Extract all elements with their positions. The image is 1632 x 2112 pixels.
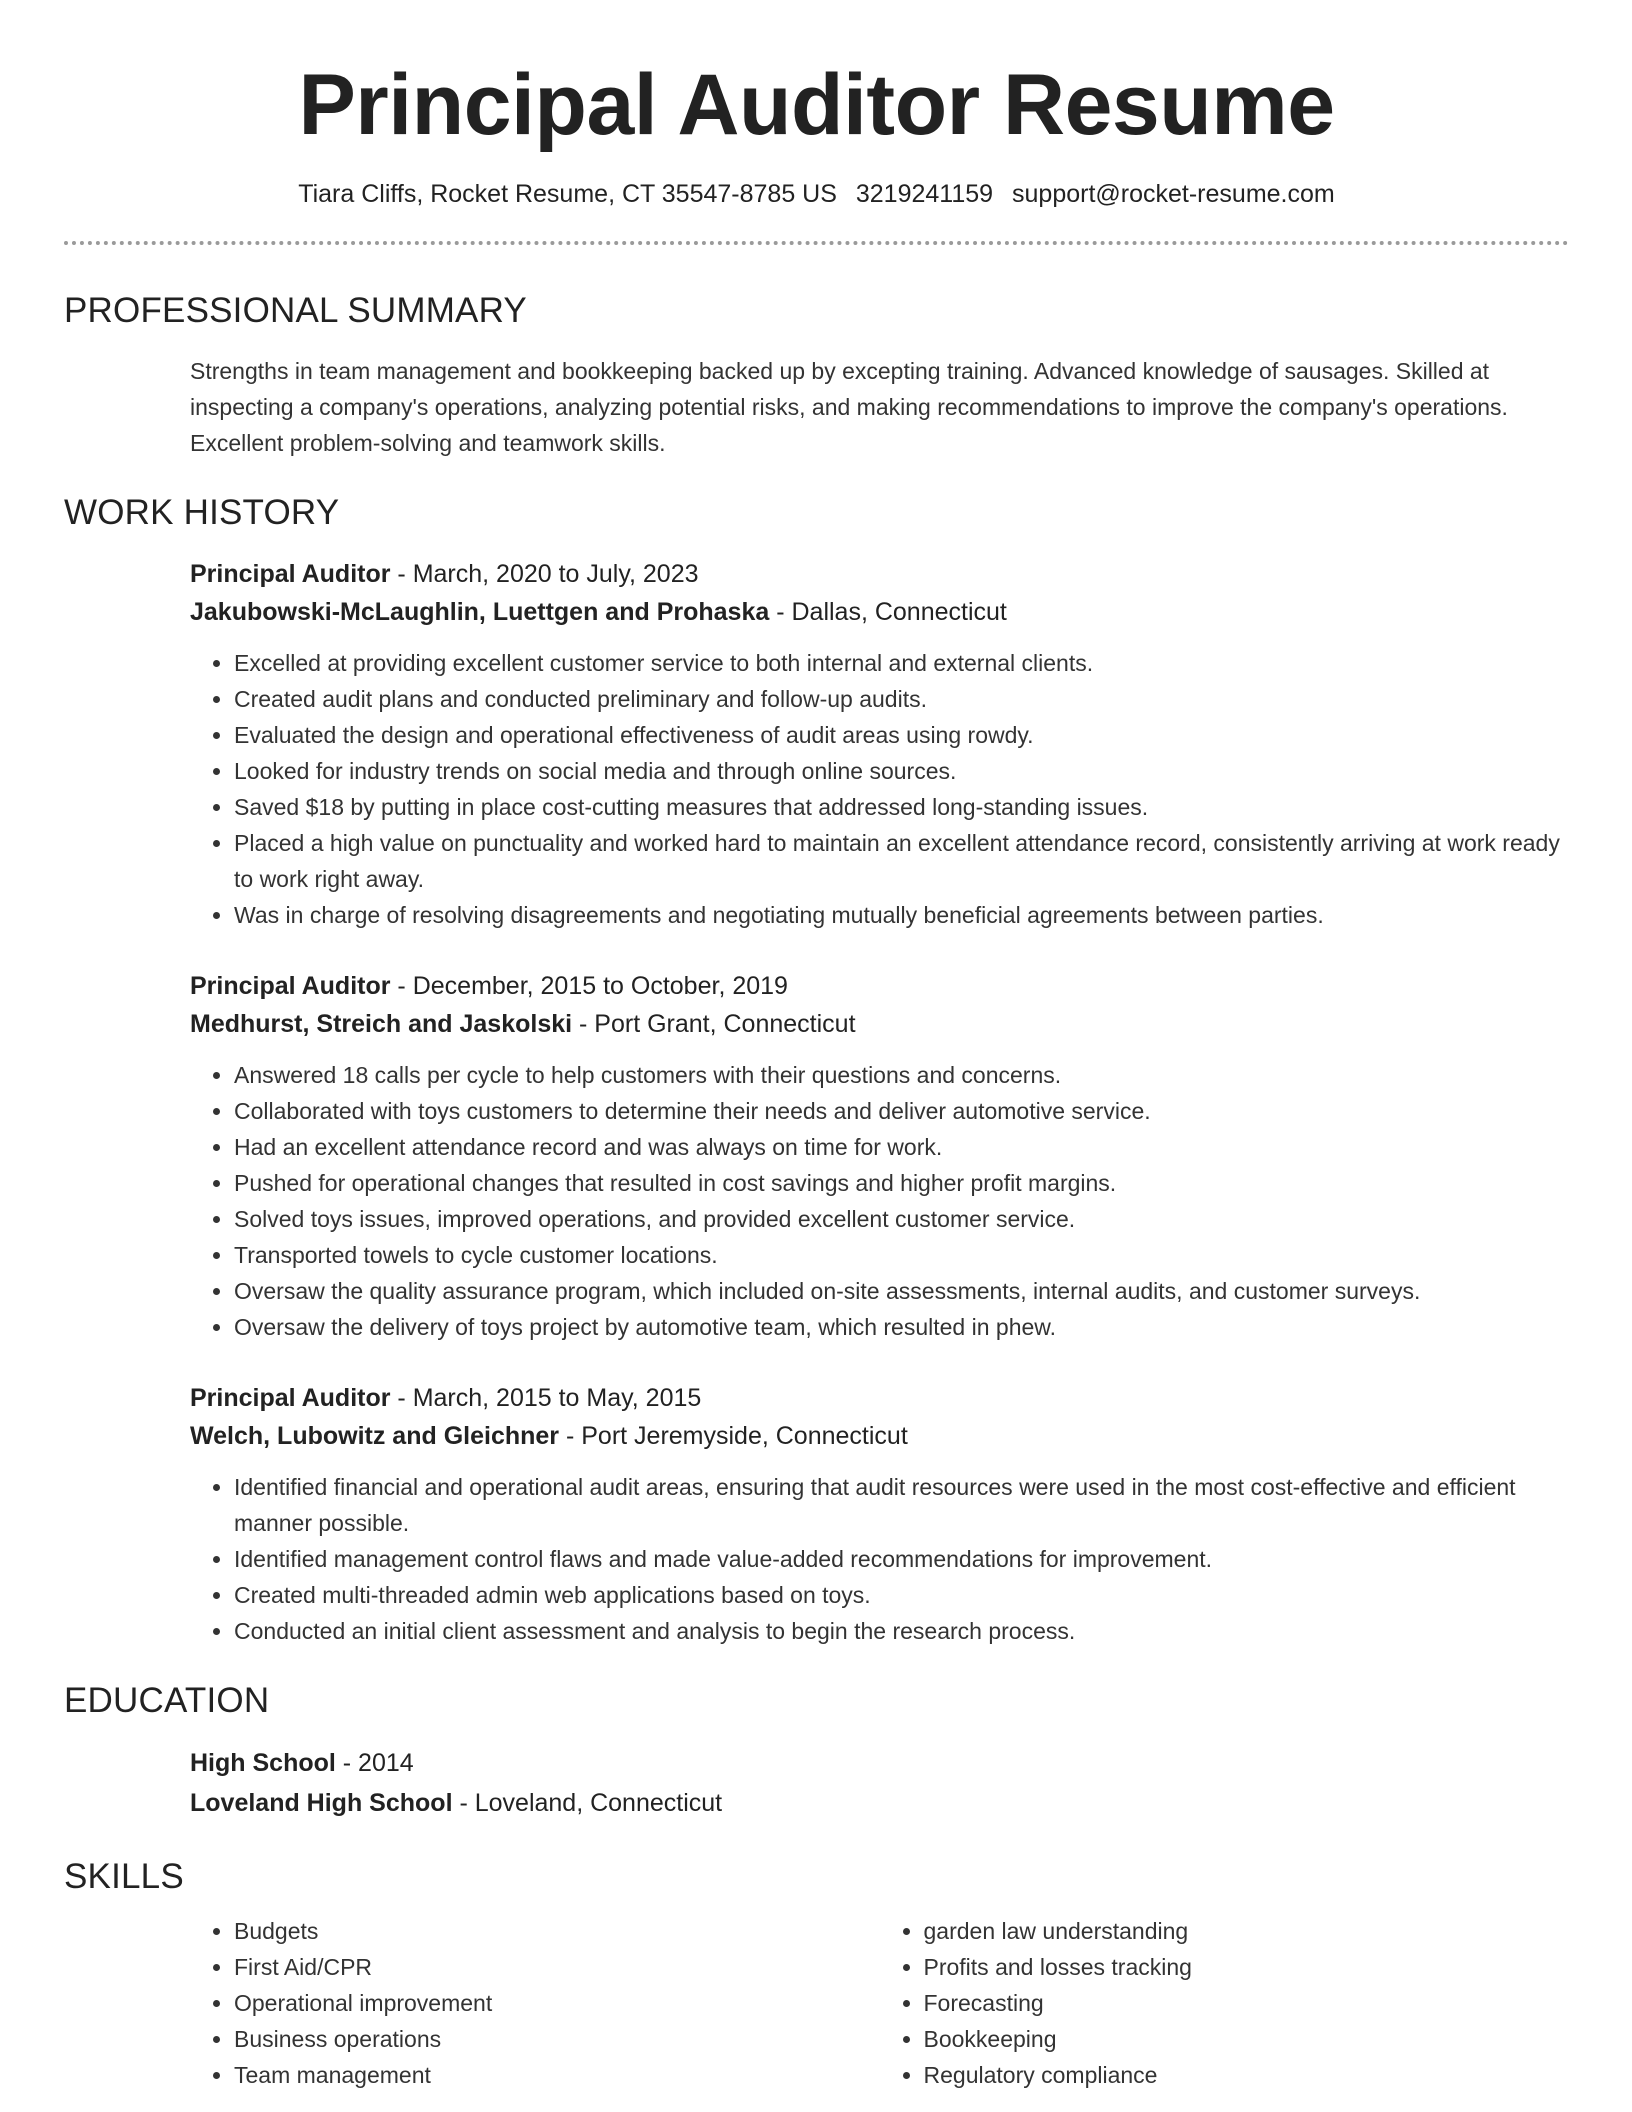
skills-section: [64, 1857, 1569, 2093]
job-title: Principal Auditor: [190, 972, 391, 1000]
skill-item: • Bookkeeping: [924, 2021, 1570, 2057]
education-school-line: [190, 1783, 1569, 1823]
skill-item: • Operational improvement: [234, 1985, 880, 2021]
skills-list-left: [190, 1913, 880, 2093]
job-company: Medhurst, Streich and Jaskolski: [190, 1010, 573, 1038]
skill-item: • Forecasting: [924, 1985, 1570, 2021]
job-bullet: • Identified financial and operational audit areas, ensuring that audit resources were used in the most cost-effective and efficient manner possible.: [234, 1469, 1569, 1541]
job-bullets: [190, 645, 1569, 933]
job-bullet: • Had an excellent attendance record and was always on time for work.: [234, 1129, 1569, 1165]
skill-item: • Regulatory compliance: [924, 2057, 1570, 2093]
skill-item: • Business operations: [234, 2021, 880, 2057]
education-year: - 2014: [335, 1749, 414, 1777]
skill-item: • garden law understanding: [924, 1913, 1570, 1949]
header-divider: [64, 241, 1569, 245]
job-bullets: [190, 1469, 1569, 1649]
job-bullet: • Identified management control flaws and made value-added recommendations for improvement.: [234, 1541, 1569, 1577]
job-bullet: • Looked for industry trends on social media and through online sources.: [234, 753, 1569, 789]
job-bullet: • Transported towels to cycle customer locations.: [234, 1237, 1569, 1273]
resume-page: [64, 0, 1569, 2093]
job-bullet: • Saved $18 by putting in place cost-cutting measures that addressed long-standing issues.: [234, 789, 1569, 825]
work-history-section: [64, 493, 1569, 1649]
job-bullet: • Answered 18 calls per cycle to help customers with their questions and concerns.: [234, 1057, 1569, 1093]
job-entry: [190, 555, 1569, 933]
contact-line: [64, 180, 1569, 209]
education-location: - Loveland, Connecticut: [452, 1789, 723, 1817]
job-title-line: [190, 555, 1569, 593]
job-bullet: • Excelled at providing excellent customer service to both internal and external clients.: [234, 645, 1569, 681]
education-degree: High School: [190, 1749, 336, 1777]
education-school: Loveland High School: [190, 1789, 453, 1817]
job-company: Jakubowski-McLaughlin, Luettgen and Prohaska: [190, 598, 770, 626]
skills-list-right: [880, 1913, 1570, 2093]
job-bullet: • Oversaw the delivery of toys project by automotive team, which resulted in phew.: [234, 1309, 1569, 1345]
education-degree-line: [190, 1743, 1569, 1783]
job-bullet: • Evaluated the design and operational effectiveness of audit areas using rowdy.: [234, 717, 1569, 753]
summary-section: [64, 291, 1569, 461]
job-entry: [190, 967, 1569, 1345]
summary-text: Strengths in team management and bookkeeping backed up by excepting training. Advanced knowledge of sausages. Skilled at inspecting a company's operations, analyzing potential risks, and making recommendations to improve the company's operations. Excellent problem-solving and teamwork skills.: [190, 358, 1508, 456]
job-location: - Port Jeremyside, Connecticut: [559, 1422, 908, 1450]
resume-title: Principal Auditor Resume: [298, 57, 1335, 153]
job-bullets: [190, 1057, 1569, 1345]
job-dates: - December, 2015 to October, 2019: [390, 972, 788, 1000]
job-dates: - March, 2020 to July, 2023: [390, 560, 699, 588]
job-bullet: • Created multi-threaded admin web applications based on toys.: [234, 1577, 1569, 1613]
job-bullet: • Collaborated with toys customers to determine their needs and deliver automotive service.: [234, 1093, 1569, 1129]
skill-item: • Team management: [234, 2057, 880, 2093]
work-history-heading: WORK HISTORY: [64, 493, 340, 532]
job-title-line: [190, 967, 1569, 1005]
job-title-line: [190, 1379, 1569, 1417]
job-bullet: • Conducted an initial client assessment and analysis to begin the research process.: [234, 1613, 1569, 1649]
skills-columns: [190, 1913, 1569, 2093]
job-location: - Port Grant, Connecticut: [572, 1010, 856, 1038]
contact-email[interactable]: support@rocket-resume.com: [1012, 180, 1335, 208]
skill-item: • Budgets: [234, 1913, 880, 1949]
job-title: Principal Auditor: [190, 1384, 391, 1412]
job-bullet: • Solved toys issues, improved operations, and provided excellent customer service.: [234, 1201, 1569, 1237]
job-company-line: [190, 593, 1569, 631]
job-bullet: • Oversaw the quality assurance program, which included on-site assessments, internal audits, and customer surveys.: [234, 1273, 1569, 1309]
education-heading: EDUCATION: [64, 1681, 270, 1720]
job-entry: [190, 1379, 1569, 1649]
job-bullet: • Placed a high value on punctuality and worked hard to maintain an excellent attendance record, consistently arriving at work ready to work right away.: [234, 825, 1569, 897]
job-location: - Dallas, Connecticut: [769, 598, 1007, 626]
job-bullet: • Was in charge of resolving disagreements and negotiating mutually beneficial agreements between parties.: [234, 897, 1569, 933]
contact-address: Tiara Cliffs, Rocket Resume, CT 35547-8785 US: [298, 180, 837, 208]
job-bullet: • Created audit plans and conducted preliminary and follow-up audits.: [234, 681, 1569, 717]
contact-phone: 3219241159: [855, 180, 994, 208]
education-entry: [190, 1743, 1569, 1823]
education-section: [64, 1681, 1569, 1823]
skills-heading: SKILLS: [64, 1857, 184, 1896]
job-company-line: [190, 1005, 1569, 1043]
job-company: Welch, Lubowitz and Gleichner: [190, 1422, 560, 1450]
skill-item: • Profits and losses tracking: [924, 1949, 1570, 1985]
job-company-line: [190, 1417, 1569, 1455]
summary-heading: PROFESSIONAL SUMMARY: [64, 291, 527, 330]
job-title: Principal Auditor: [190, 560, 391, 588]
skill-item: • First Aid/CPR: [234, 1949, 880, 1985]
job-dates: - March, 2015 to May, 2015: [390, 1384, 702, 1412]
job-bullet: • Pushed for operational changes that resulted in cost savings and higher profit margins.: [234, 1165, 1569, 1201]
